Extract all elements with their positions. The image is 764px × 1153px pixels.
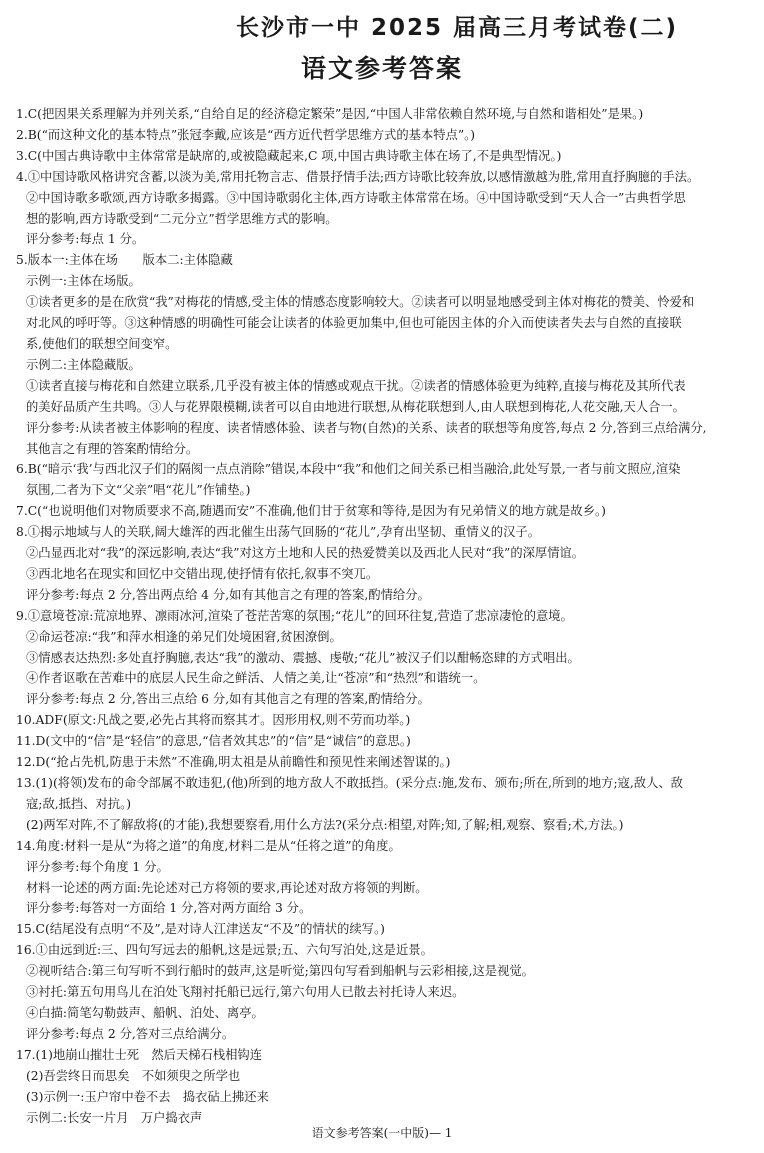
answer-line: ③西北地名在现实和回忆中交错出现,使抒情有依托,叙事不突兀。 <box>26 566 379 581</box>
answer-line: ③情感表达热烈:多处直抒胸臆,表达“我”的激动、震撼、虔敬;“花儿”被汉子们以酣畅恣肆的方式唱出。 <box>26 650 580 665</box>
answer-line: 14.角度:材料一是从“为将之道”的角度,材料二是从“任将之道”的角度。 <box>16 838 401 853</box>
answer-line: 寇;敌,抵挡、对抗。) <box>26 796 132 811</box>
answer-line: ②凸显西北对“我”的深远影响,表达“我”对这方土地和人民的热爱赞美以及西北人民对“我”的深厚情谊。 <box>26 546 585 561</box>
answer-line: 2.B(“而这种文化的基本特点”张冠李戴,应该是“西方近代哲学思维方式的基本特点”。) <box>16 127 476 142</box>
answer-line: 17.(1)地崩山摧壮士死 然后天梯石栈相钩连 <box>16 1047 263 1062</box>
answer-line: 评分参考:每个角度 1 分。 <box>26 859 169 874</box>
page-title: 长沙市一中 2025 届高三月考试卷(二) <box>235 15 679 41</box>
answer-line: 氛围,二者为下文“父亲”唱“花儿”作铺垫。) <box>26 483 251 498</box>
answer-line: 对北风的呼吁等。③这种情感的明确性可能会让读者的体验更加集中,但也可能因主体的介入而使读者失去与自然的直接联 <box>26 316 682 331</box>
answer-line: 16.①由远到近:三、四句写远去的船帆,这是远景;五、六句写泊处,这是近景。 <box>16 943 433 958</box>
answer-line: 11.D(文中的“信”是“轻信”的意思,“信者效其忠”的“信”是“诚信”的意思。) <box>16 734 411 749</box>
answer-line: 材料一论述的两方面:先论述对己方将领的要求,再论述对敌方将领的判断。 <box>26 880 428 895</box>
answer-body <box>16 104 752 1128</box>
answer-line: ①读者更多的是在欣赏“我”对梅花的情感,受主体的情感态度影响较大。②读者可以明显地感受到主体对梅花的赞美、怜爱和 <box>26 295 695 310</box>
answer-line: (2)吾尝终日而思矣 不如须臾之所学也 <box>26 1068 241 1083</box>
page-footer: 语文参考答案(一中版)— 1 <box>311 1126 453 1140</box>
answer-line: 7.C(“也说明他们对物质要求不高,随遇而安”不准确,他们甘于贫寒和等待,是因为有兄弟情义的地方就是故乡。) <box>16 504 606 519</box>
answer-line: ③衬托:第五句用鸟儿在泊处飞翔衬托船已远行,第六句用人已散去衬托诗人来迟。 <box>26 985 465 1000</box>
answer-line: 想的影响,西方诗歌受到“二元分立”哲学思维方式的影响。 <box>26 211 338 226</box>
answer-line: 4.①中国诗歌风格讲究含蓄,以淡为美,常用托物言志、借景抒情手法;西方诗歌比较奔放,以感情激越为胜,常用直抒胸臆的手法。 <box>16 169 700 184</box>
answer-line: ④白描:简笔勾勒鼓声、船帆、泊处、离亭。 <box>26 1005 264 1020</box>
answer-line: 1.C(把因果关系理解为并列关系,“自给自足的经济稳定繁荣”是因,“中国人非常依赖自然环境,与自然和谐相处”是果。) <box>16 107 644 121</box>
answer-line: 3.C(中国古典诗歌中主体常常是缺席的,或被隐藏起来,C 项,中国古典诗歌主体在场了,不是典型情况。) <box>16 148 562 163</box>
answer-line: 9.①意境苍凉:荒凉地界、凛雨冰河,渲染了苍茫苦寒的氛围;“花儿”的回环往复,营造了悲凉凄怆的意境。 <box>16 608 573 623</box>
answer-line: 6.B(“暗示‘我’与西北汉子们的隔阂一点点消除”错误,本段中“我”和他们之间关系已相当融洽,此处写景,一者与前文照应,渲染 <box>16 462 681 477</box>
answer-line: 评分参考:从读者被主体影响的程度、读者情感体验、读者与物(自然)的关系、读者的联想等角度答,每点 2 分,答到三点给满分, <box>26 420 707 435</box>
answer-line: 示例二:长安一片月 万户捣衣声 <box>26 1110 203 1125</box>
answer-line: ②中国诗歌多歌颂,西方诗歌多揭露。③中国诗歌弱化主体,西方诗歌主体常常在场。④中国诗歌受到“天人合一”古典哲学思 <box>26 190 686 205</box>
answer-line: 示例一:主体在场版。 <box>26 274 141 289</box>
answer-line: ①读者直接与梅花和自然建立联系,几乎没有被主体的情感或观点干扰。②读者的情感体验更为纯粹,直接与梅花及其所代表 <box>26 378 686 393</box>
answer-line: 评分参考:每点 2 分,答对三点给满分。 <box>26 1026 235 1041</box>
answer-line: 10.ADF(原文:凡战之要,必先占其将而察其才。因形用权,则不劳而功举。) <box>16 713 411 728</box>
answer-line: 评分参考:每点 1 分。 <box>26 232 145 247</box>
page-subtitle: 语文参考答案 <box>300 54 463 83</box>
answer-line: 8.①揭示地域与人的关联,阔大雄浑的西北催生出荡气回肠的“花儿”,孕育出坚韧、重情义的汉子。 <box>16 525 541 540</box>
answer-line: 评分参考:每答对一方面给 1 分,答对两方面给 3 分。 <box>26 901 312 916</box>
answer-line: 其他言之有理的答案酌情给分。 <box>26 441 199 456</box>
answer-line: (3)示例一:玉户帘中卷不去 捣衣砧上拂还来 <box>26 1089 269 1104</box>
answer-line: 5.版本一:主体在场 版本二:主体隐藏 <box>16 253 233 268</box>
answer-line: 评分参考:每点 2 分,答出两点给 4 分,如有其他言之有理的答案,酌情给分。 <box>26 587 430 602</box>
answer-line: ②视听结合:第三句写听不到行船时的鼓声,这是听觉;第四句写看到船帆与云彩相接,这是视觉。 <box>26 964 534 979</box>
answer-line: 15.C(结尾没有点明“不及”,是对诗人江津送友“不及”的情状的续写。) <box>16 922 385 937</box>
answer-line: 评分参考:每点 2 分,答出三点给 6 分,如有其他言之有理的答案,酌情给分。 <box>26 692 430 707</box>
answer-line: (2)两军对阵,不了解敌将(的才能),我想要察看,用什么方法?(采分点:相望,对阵;知,了解;相,观察、察看;术,方法。) <box>26 817 624 832</box>
answer-line: ②命运苍凉:“我”和萍水相逢的弟兄们处境困窘,贫困潦倒。 <box>26 629 342 644</box>
answer-line: 系,使他们的联想空间变窄。 <box>26 336 178 351</box>
answer-line: ④作者讴歌在苦难中的底层人民生命之鲜活、人情之美,让“苍凉”和“热烈”和谐统一。 <box>26 671 486 686</box>
answer-line: 示例二:主体隐藏版。 <box>26 357 141 372</box>
answer-line: 的美好品质产生共鸣。③人与花界限模糊,读者可以自由地进行联想,从梅花联想到人,由人联想到梅花,人花交融,天人合一。 <box>26 399 685 414</box>
answer-line: 13.(1)(将领)发布的命令部属不敢违犯,(他)所到的地方敌人不敢抵挡。(采分点:施,发布、颁布;所在,所到的地方;寇,敌人、敌 <box>16 776 683 790</box>
answer-line: 12.D(“抢占先机,防患于未然”不准确,明太祖是从前瞻性和预见性来阐述智谋的。) <box>16 755 451 770</box>
